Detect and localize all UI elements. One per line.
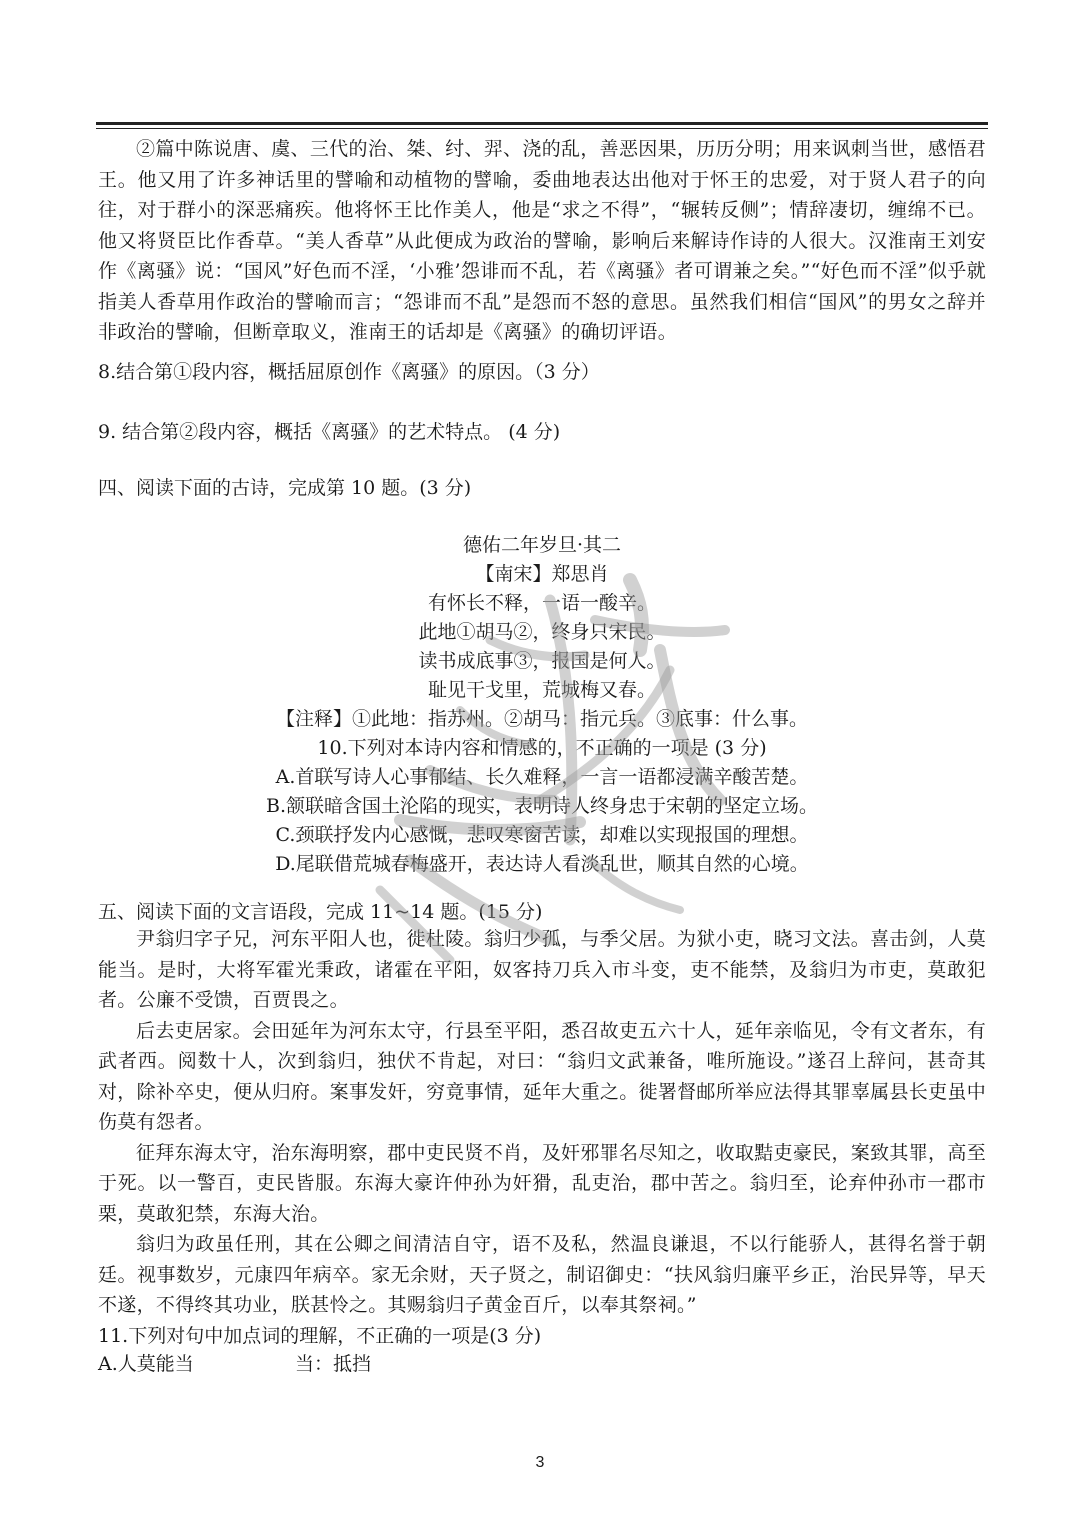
poem-line: 耻见干戈里，荒城梅又春。 — [427, 679, 656, 701]
passage-paragraph-2 — [98, 134, 986, 348]
question-10-option-c: C.颈联抒发内心感慨，悲叹寒窗苦读，却难以实现报国的理想。 — [275, 824, 809, 846]
question-11-option-a-phrase: A.人莫能当 — [98, 1353, 194, 1375]
section-4-heading: 四、阅读下面的古诗，完成第 10 题。(3 分) — [98, 477, 472, 499]
header-rule-thin — [96, 128, 988, 129]
classical-passage — [98, 924, 986, 1321]
question-11-option-a-gloss: 当：抵挡 — [295, 1353, 372, 1375]
classical-paragraph: 后去吏居家。会田延年为河东太守，行县至平阳，悉召故吏五六十人，延年亲临见，令有文者东，有武者西。阅数十人，次到翁归，独伏不肯起，对曰：“翁归文武兼备，唯所施设。”遂召上辞问，甚奇其对，除补卒史，便从归府。案事发奸，穷竟事情，延年大重之。徙署督邮所举应法得其罪辜属县长吏虽中伤莫有怨者。 — [98, 1019, 986, 1133]
page-number: 3 — [535, 1454, 545, 1471]
question-10-option-b: B.颔联暗含国土沦陷的现实，表明诗人终身忠于宋朝的坚定立场。 — [265, 795, 818, 817]
question-10: 10.下列对本诗内容和情感的，不正确的一项是 (3 分) — [317, 737, 767, 759]
poem-title: 德佑二年岁旦·其二 — [462, 534, 622, 556]
question-9: 9. 结合第②段内容，概括《离骚》的艺术特点。 (4 分) — [98, 421, 561, 443]
question-10-option-d: D.尾联借荒城春梅盛开，表达诗人看淡乱世，顺其自然的心境。 — [275, 853, 809, 875]
classical-paragraph: 尹翁归字子兄，河东平阳人也，徙杜陵。翁归少孤，与季父居。为狱小吏，晓习文法。喜击剑，人莫能当。是时，大将军霍光秉政，诸霍在平阳，奴客持刀兵入市斗变，吏不能禁，及翁归为市吏，莫敢犯者。公廉不受馈，百贾畏之。 — [98, 928, 986, 1011]
poem-line: 读书成底事③，报国是何人。 — [418, 650, 666, 672]
header-rule-thick — [96, 122, 988, 125]
poem-notes: 【注释】①此地：指苏州。②胡马：指元兵。③底事：什么事。 — [275, 708, 808, 730]
poem-block — [200, 531, 884, 879]
question-11: 11.下列对句中加点词的理解，不正确的一项是(3 分) — [98, 1325, 542, 1347]
poem-author: 【南宋】郑思肖 — [475, 563, 609, 585]
section-5-heading: 五、阅读下面的文言语段，完成 11~14 题。(15 分) — [98, 901, 543, 923]
question-10-option-a: A.首联写诗人心事郁结、长久难释，一言一语都浸满辛酸苦楚。 — [275, 766, 809, 788]
passage-paragraph-2-text: ②篇中陈说唐、虞、三代的治、桀、纣、羿、浇的乱，善恶因果，历历分明；用来讽刺当世，感悟君王。他又用了许多神话里的譬喻和动植物的譬喻，委曲地表达出他对于怀王的忠爱，对于贤人君子的向往，对于群小的深恶痛疾。他将怀王比作美人，他是“求之不得”，“辗转反侧”；情辞凄切，缠绵不已。他又将贤臣比作香草。“美人香草”从此便成为政治的譬喻，影响后来解诗作诗的人很大。汉淮南王刘安作《离骚》说：“国风”好色而不淫，‘小雅’怨诽而不乱，若《离骚》者可谓兼之矣。”“好色而不淫”似乎就指美人香草用作政治的譬喻而言；“怨诽而不乱”是怨而不怒的意思。虽然我们相信“国风”的男女之辞并非政治的譬喻，但断章取义，淮南王的话却是《离骚》的确切评语。 — [98, 138, 986, 343]
classical-paragraph: 翁归为政虽任刑，其在公卿之间清洁自守，语不及私，然温良谦退，不以行能骄人，甚得名誉于朝廷。视事数岁，元康四年病卒。家无余财，天子贤之，制诏御史：“扶风翁归廉平乡正，治民异等，早天不遂，不得终其功业，朕甚怜之。其赐翁归子黄金百斤，以奉其祭祠。” — [98, 1233, 986, 1316]
classical-paragraph: 征拜东海太守，治东海明察，郡中吏民贤不肖，及奸邪罪名尽知之，收取黠吏豪民，案致其罪，高至于死。以一警百，吏民皆服。东海大豪许仲孙为奸猾，乱吏治，郡中苦之。翁归至，论弃仲孙市一郡市栗，莫敢犯禁，东海大治。 — [98, 1141, 986, 1225]
poem-line: 有怀长不释，一语一酸辛。 — [427, 592, 656, 614]
poem-line: 此地①胡马②，终身只宋民。 — [418, 621, 666, 643]
question-8: 8.结合第①段内容，概括屈原创作《离骚》的原因。（3 分） — [98, 361, 600, 383]
question-11-option-a — [98, 1350, 372, 1378]
